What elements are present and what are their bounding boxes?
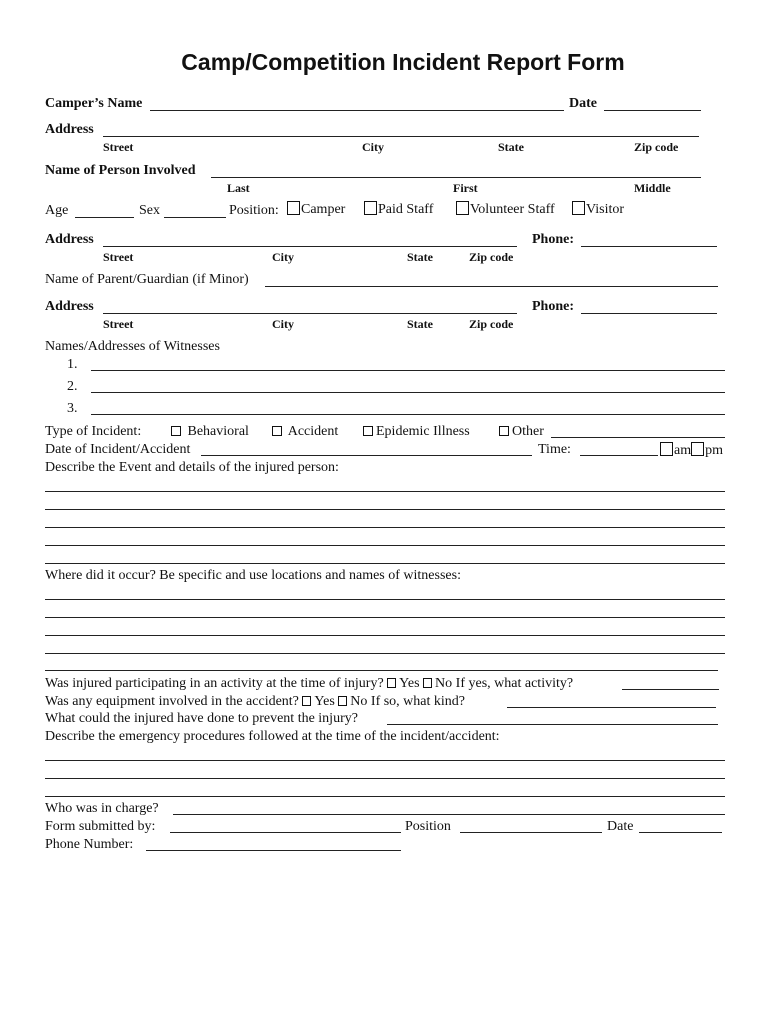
visitor-option[interactable]: Visitor (572, 201, 624, 218)
time-field[interactable] (580, 455, 658, 456)
am-checkbox-icon[interactable] (660, 442, 673, 456)
address-field[interactable] (103, 136, 699, 137)
age-label: Age (45, 203, 69, 218)
describe-line-3[interactable] (45, 527, 725, 528)
witness-number-3: 3. (67, 401, 78, 416)
witness-field-3[interactable] (91, 414, 725, 415)
address-label-2: Address (45, 232, 94, 247)
camper-option[interactable]: Camper (287, 201, 345, 218)
checkbox-icon[interactable] (287, 201, 300, 215)
describe-line-4[interactable] (45, 545, 725, 546)
phone-number-field[interactable] (146, 850, 401, 851)
time-label: Time: (538, 442, 571, 457)
state-caption: State (498, 140, 524, 154)
checkbox-icon[interactable] (171, 426, 181, 436)
activity-question: Was injured participating in an activity at the time of injury? Yes No If yes, what activity? (45, 676, 574, 691)
witnesses-label: Names/Addresses of Witnesses (45, 339, 220, 354)
witness-number-1: 1. (67, 357, 78, 372)
address-label: Address (45, 122, 94, 137)
checkbox-icon[interactable] (499, 426, 509, 436)
position-label-2: Position (405, 819, 451, 834)
prevent-question: What could the injured have done to prevent the injury? (45, 711, 358, 726)
equipment-field[interactable] (507, 707, 716, 708)
witness-field-2[interactable] (91, 392, 725, 393)
date-of-incident-label: Date of Incident/Accident (45, 442, 191, 457)
date-field[interactable] (604, 110, 701, 111)
where-line-3[interactable] (45, 635, 725, 636)
checkbox-icon[interactable] (363, 426, 373, 436)
no-checkbox-icon[interactable] (423, 678, 432, 688)
middle-caption: Middle (634, 181, 671, 195)
position-label: Position: (229, 203, 279, 218)
last-caption: Last (227, 181, 250, 195)
in-charge-label: Who was in charge? (45, 801, 159, 816)
paid-staff-option[interactable]: Paid Staff (364, 201, 433, 218)
parent-field[interactable] (265, 286, 718, 287)
type-of-incident-label: Type of Incident: (45, 424, 142, 439)
position-field[interactable] (460, 832, 602, 833)
address-label-3: Address (45, 299, 94, 314)
emergency-label: Describe the emergency procedures followed at the time of the incident/accident: (45, 729, 500, 744)
person-involved-label: Name of Person Involved (45, 163, 196, 178)
witness-field-1[interactable] (91, 370, 725, 371)
submitted-by-field[interactable] (170, 832, 401, 833)
checkbox-icon[interactable] (572, 201, 585, 215)
emergency-line-2[interactable] (45, 778, 725, 779)
describe-line-1[interactable] (45, 491, 725, 492)
phone-label: Phone: (532, 232, 574, 247)
city-caption-2: City (272, 250, 294, 264)
no-checkbox-icon-2[interactable] (338, 696, 347, 706)
date-field-2[interactable] (639, 832, 722, 833)
phone-field[interactable] (581, 246, 717, 247)
street-caption-2: Street (103, 250, 134, 264)
other-field[interactable] (551, 437, 725, 438)
city-caption-3: City (272, 317, 294, 331)
address-field-3[interactable] (103, 313, 517, 314)
where-line-2[interactable] (45, 617, 725, 618)
street-caption: Street (103, 140, 134, 154)
parent-label: Name of Parent/Guardian (if Minor) (45, 272, 249, 287)
accident-option[interactable]: Accident (272, 424, 338, 440)
city-caption: City (362, 140, 384, 154)
campers-name-label: Camper’s Name (45, 96, 143, 111)
person-involved-field[interactable] (211, 177, 701, 178)
age-field[interactable] (75, 217, 134, 218)
street-caption-3: Street (103, 317, 134, 331)
emergency-line-3[interactable] (45, 796, 725, 797)
submitted-by-label: Form submitted by: (45, 819, 156, 834)
date-label: Date (569, 96, 597, 111)
phone-label-2: Phone: (532, 299, 574, 314)
phone-field-2[interactable] (581, 313, 717, 314)
prevent-field[interactable] (387, 724, 718, 725)
witness-number-2: 2. (67, 379, 78, 394)
state-caption-3: State (407, 317, 433, 331)
activity-field[interactable] (622, 689, 719, 690)
emergency-line-1[interactable] (45, 760, 725, 761)
state-caption-2: State (407, 250, 433, 264)
behavioral-option[interactable]: Behavioral (171, 424, 249, 440)
date-of-incident-field[interactable] (201, 455, 532, 456)
describe-event-label: Describe the Event and details of the injured person: (45, 460, 339, 475)
checkbox-icon[interactable] (456, 201, 469, 215)
phone-number-label: Phone Number: (45, 837, 134, 852)
first-caption: First (453, 181, 478, 195)
yes-checkbox-icon-2[interactable] (302, 696, 311, 706)
where-label: Where did it occur? Be specific and use locations and names of witnesses: (45, 568, 461, 583)
checkbox-icon[interactable] (364, 201, 377, 215)
campers-name-field[interactable] (150, 110, 564, 111)
date-label-2: Date (607, 819, 634, 834)
where-line-5[interactable] (45, 670, 718, 671)
equipment-question: Was any equipment involved in the accident? Yes No If so, what kind? (45, 694, 465, 709)
describe-line-2[interactable] (45, 509, 725, 510)
sex-label: Sex (139, 203, 160, 218)
in-charge-field[interactable] (173, 814, 725, 815)
zip-caption: Zip code (634, 140, 679, 154)
zip-caption-2: Zip code (469, 250, 514, 264)
volunteer-staff-option[interactable]: Volunteer Staff (456, 201, 555, 218)
other-option[interactable]: Other (499, 424, 544, 440)
where-line-1[interactable] (45, 599, 725, 600)
where-line-4[interactable] (45, 653, 725, 654)
describe-line-5[interactable] (45, 563, 725, 564)
am-pm-options[interactable]: am pm (660, 442, 723, 459)
form-title: Camp/Competition Incident Report Form (181, 49, 625, 75)
yes-checkbox-icon[interactable] (387, 678, 396, 688)
address-field-2[interactable] (103, 246, 517, 247)
checkbox-icon[interactable] (272, 426, 282, 436)
zip-caption-3: Zip code (469, 317, 514, 331)
epidemic-option[interactable]: Epidemic Illness (363, 424, 470, 440)
sex-field[interactable] (164, 217, 226, 218)
pm-checkbox-icon[interactable] (691, 442, 704, 456)
